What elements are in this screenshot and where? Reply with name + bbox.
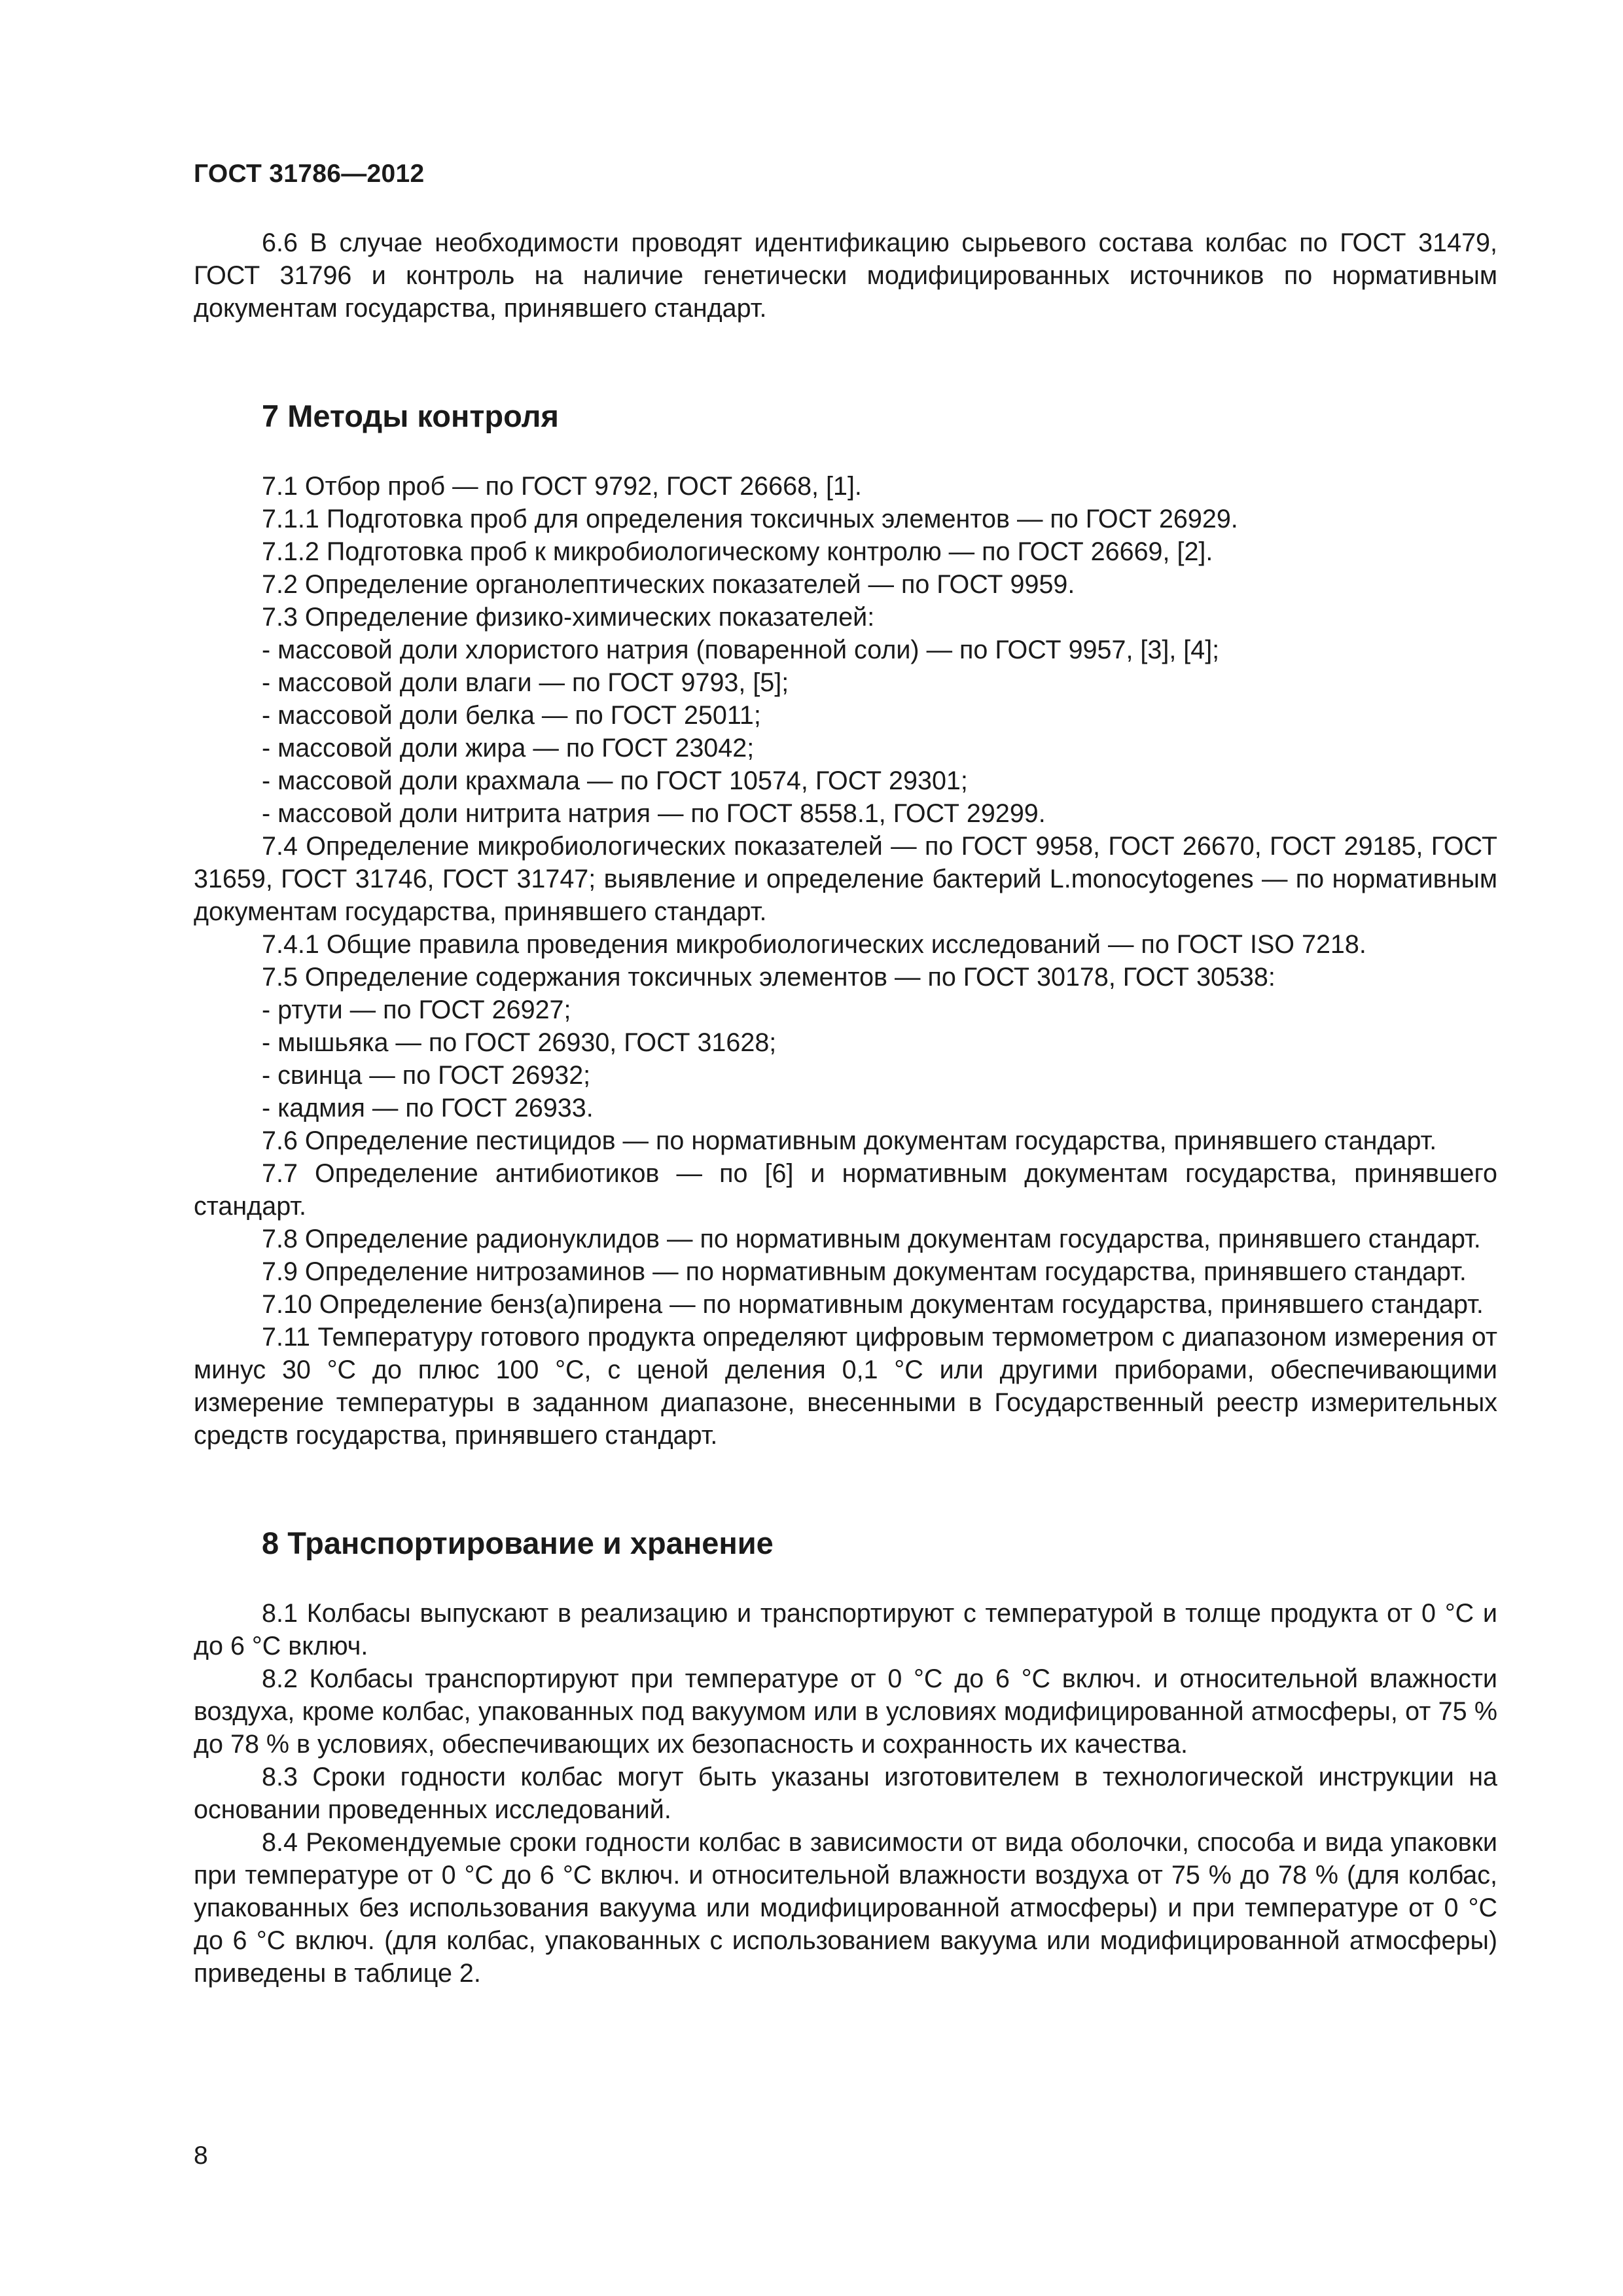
item-7-2: 7.2 Определение органолептических показателей — по ГОСТ 9959. <box>262 570 1075 599</box>
document-body <box>194 226 1497 1990</box>
list-item: - кадмия — по ГОСТ 26933. <box>262 1094 594 1122</box>
paragraph-6-6: 6.6 В случае необходимости проводят идентификацию сырьевого состава колбас по ГОСТ 31479, ГОСТ 31796 и контроль на наличие генетически модифицированных источников по нормативным документам государства, принявшего стандарт. <box>194 228 1497 323</box>
document-header: ГОСТ 31786—2012 <box>194 160 425 188</box>
item-7-4: 7.4 Определение микробиологических показателей — по ГОСТ 9958, ГОСТ 26670, ГОСТ 29185, ГОСТ 31659, ГОСТ 31746, ГОСТ 31747; выявление и определение бактерий L.monocytogenes — по нормативным документам государства, принявшего стандарт. <box>194 832 1497 926</box>
list-item: - массовой доли хлористого натрия (поваренной соли) — по ГОСТ 9957, [3], [4]; <box>262 636 1220 664</box>
item-7-11: 7.11 Температуру готового продукта определяют цифровым термометром с диапазоном измерения от минус 30 °С до плюс 100 °С, с ценой деления 0,1 °С или другими приборами, обеспечивающими измерение температуры в заданном диапазоне, внесенными в Государственный реестр измерительных средств государства, принявшего стандарт. <box>194 1323 1497 1450</box>
item-7-4-1: 7.4.1 Общие правила проведения микробиологических исследований — по ГОСТ ISO 7218. <box>262 930 1366 959</box>
section-8-heading: 8 Транспортирование и хранение <box>262 1526 774 1560</box>
list-item: - мышьяка — по ГОСТ 26930, ГОСТ 31628; <box>262 1028 777 1057</box>
item-7-1-2: 7.1.2 Подготовка проб к микробиологическому контролю — по ГОСТ 26669, [2]. <box>262 537 1213 566</box>
list-item: - свинца — по ГОСТ 26932; <box>262 1061 591 1090</box>
list-item: - массовой доли жира — по ГОСТ 23042; <box>262 734 755 762</box>
list-item: - массовой доли влаги — по ГОСТ 9793, [5]; <box>262 668 789 697</box>
page-number: 8 <box>194 2142 208 2170</box>
section-7-heading: 7 Методы контроля <box>262 399 559 433</box>
item-7-10: 7.10 Определение бенз(а)пирена — по нормативным документам государства, принявшего стандарт. <box>262 1290 1484 1319</box>
list-item: - массовой доли нитрита натрия — по ГОСТ 8558.1, ГОСТ 29299. <box>262 799 1046 828</box>
item-7-6: 7.6 Определение пестицидов — по нормативным документам государства, принявшего стандарт. <box>262 1126 1437 1155</box>
item-8-4: 8.4 Рекомендуемые сроки годности колбас в зависимости от вида оболочки, способа и вида упаковки при температуре от 0 °С до 6 °С включ. и относительной влажности воздуха от 75 % до 78 % (для колбас, упакованных без использования вакуума или модифицированной атмосферы) и при температуре от 0 °С до 6 °С включ. (для колбас, упакованных с использованием вакуума или модифицированной атмосферы) приведены в таблице 2. <box>194 1828 1497 1988</box>
list-item: - массовой доли крахмала — по ГОСТ 10574, ГОСТ 29301; <box>262 766 968 795</box>
list-item: - массовой доли белка — по ГОСТ 25011; <box>262 701 761 730</box>
item-8-1: 8.1 Колбасы выпускают в реализацию и транспортируют с температурой в толще продукта от 0 °С и до 6 °С включ. <box>194 1599 1497 1660</box>
item-7-7: 7.7 Определение антибиотиков — по [6] и нормативным документам государства, принявшего стандарт. <box>194 1159 1497 1221</box>
item-7-9: 7.9 Определение нитрозаминов — по нормативным документам государства, принявшего стандарт. <box>262 1257 1467 1286</box>
item-7-5: 7.5 Определение содержания токсичных элементов — по ГОСТ 30178, ГОСТ 30538: <box>262 963 1275 992</box>
item-7-1-1: 7.1.1 Подготовка проб для определения токсичных элементов — по ГОСТ 26929. <box>262 505 1238 533</box>
list-item: - ртути — по ГОСТ 26927; <box>262 996 571 1024</box>
item-8-3: 8.3 Сроки годности колбас могут быть указаны изготовителем в технологической инструкции на основании проведенных исследований. <box>194 1763 1497 1824</box>
item-7-8: 7.8 Определение радионуклидов — по нормативным документам государства, принявшего стандарт. <box>262 1225 1481 1253</box>
item-8-2: 8.2 Колбасы транспортируют при температуре от 0 °С до 6 °С включ. и относительной влажности воздуха, кроме колбас, упакованных под вакуумом или в условиях модифицированной атмосферы, от 75 % до 78 % в условиях, обеспечивающих их безопасность и сохранность их качества. <box>194 1664 1497 1759</box>
item-7-3: 7.3 Определение физико-химических показателей: <box>262 603 875 632</box>
item-7-1: 7.1 Отбор проб — по ГОСТ 9792, ГОСТ 26668, [1]. <box>262 472 862 501</box>
